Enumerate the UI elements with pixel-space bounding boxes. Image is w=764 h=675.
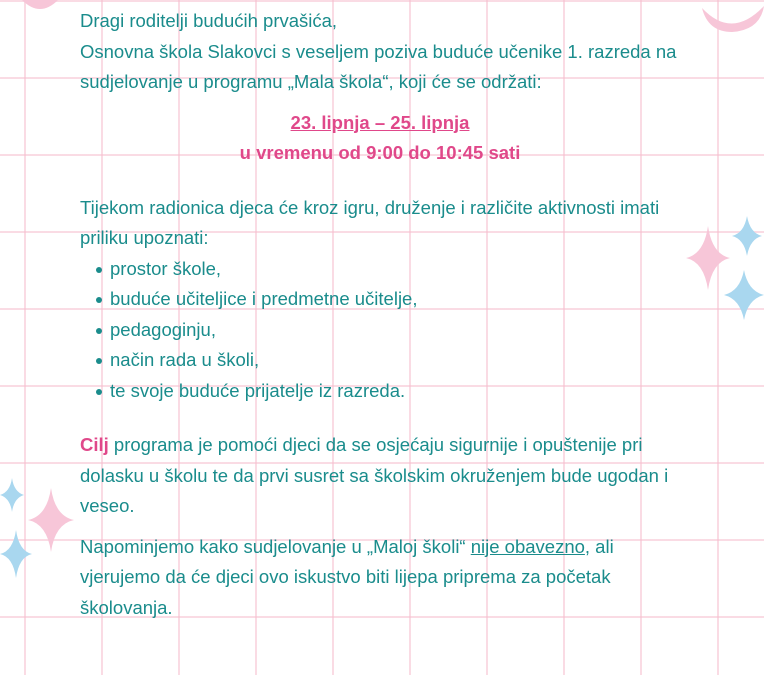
invitation-text <box>80 6 680 623</box>
activities-list <box>80 254 680 407</box>
list-item: prostor škole, <box>100 254 680 285</box>
note-text: Napominjemo kako sudjelovanje u „Maloj školi“ <box>80 535 471 557</box>
list-item: pedagoginju, <box>100 315 680 346</box>
not-mandatory: nije obavezno <box>470 535 585 557</box>
sparkle-icon <box>732 216 762 256</box>
list-item: buduće učiteljice i predmetne učitelje, <box>100 284 680 315</box>
sparkle-icon <box>724 270 764 320</box>
moon-icon <box>700 0 764 40</box>
intro-paragraph: Osnovna škola Slakovci s veseljem poziva buduće učenike 1. razreda na sudjelovanje u programu „Mala škola“, koji će se održati: <box>80 40 677 92</box>
dates: 23. lipnja – 25. lipnja <box>290 111 470 133</box>
sparkle-icon <box>0 530 32 578</box>
greeting: Dragi roditelji budućih prvašića, <box>80 10 338 31</box>
sparkle-icon <box>0 478 24 512</box>
circle-decoration <box>20 0 60 14</box>
goal-text: programa je pomoći djeci da se osjećaju sigurnije i opuštenije pri dolasku u školu te da prvi susret sa školskim okruženjem bude ugodan i veseo. <box>80 434 669 516</box>
note-paragraph <box>80 532 680 624</box>
list-item: te svoje buduće prijatelje iz razreda. <box>100 376 680 407</box>
sparkle-icon <box>28 488 74 552</box>
time: u vremenu od 9:00 do 10:45 sati <box>239 142 521 163</box>
activities-intro: Tijekom radionica djeca će kroz igru, druženje i različite aktivnosti imati priliku upoznati: <box>80 196 660 248</box>
goal-paragraph <box>80 430 680 522</box>
note-text-end: , ali vjerujemo da će djeci ovo iskustvo biti lijepa priprema za početak školovanja. <box>80 535 614 618</box>
goal-word: Cilj <box>80 434 109 455</box>
list-item: način rada u školi, <box>100 345 680 376</box>
